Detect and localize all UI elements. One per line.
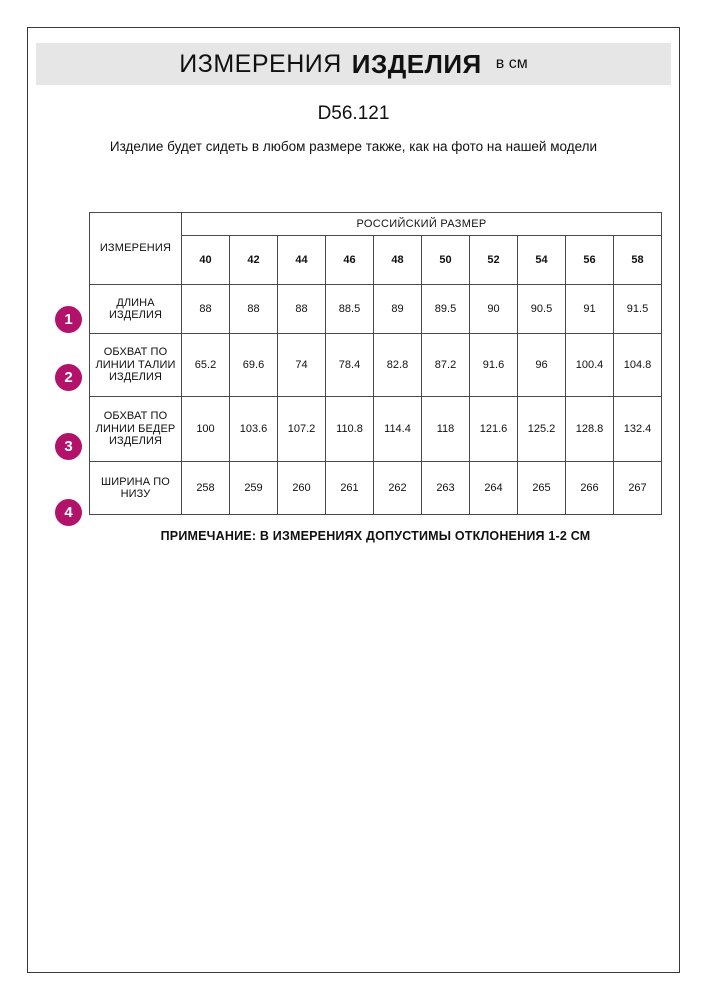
note-text: ПРИМЕЧАНИЕ: В ИЗМЕРЕНИЯХ ДОПУСТИМЫ ОТКЛОНЕНИЯ 1-2 СМ: [160, 529, 591, 543]
title-light: ИЗМЕРЕНИЯ: [179, 49, 342, 78]
page-content: [27, 27, 680, 543]
bullet-marker-4: 4: [55, 499, 82, 526]
cell-r4-c1: 258: [182, 462, 230, 515]
table-row: [90, 397, 662, 462]
cell-r2-c3: 74: [278, 334, 326, 397]
cell-r4-c5: 262: [374, 462, 422, 515]
cell-r4-c2: 259: [230, 462, 278, 515]
cell-r1-c2: 88: [230, 285, 278, 334]
header-russian-size: РОССИЙСКИЙ РАЗМЕР: [182, 213, 662, 236]
table-row: [90, 462, 662, 515]
cell-r2-c4: 78.4: [326, 334, 374, 397]
cell-r2-c7: 91.6: [470, 334, 518, 397]
row-label-bottom-width: ШИРИНА ПО НИЗУ: [90, 462, 182, 515]
cell-r3-c3: 107.2: [278, 397, 326, 462]
row-label-waist: ОБХВАТ ПО ЛИНИИ ТАЛИИ ИЗДЕЛИЯ: [90, 334, 182, 397]
size-header-44: 44: [278, 236, 326, 285]
size-header-58: 58: [614, 236, 662, 285]
table-row: [90, 285, 662, 334]
size-header-50: 50: [422, 236, 470, 285]
cell-r4-c3: 260: [278, 462, 326, 515]
size-header-56: 56: [566, 236, 614, 285]
cell-r1-c1: 88: [182, 285, 230, 334]
cell-r1-c9: 91: [566, 285, 614, 334]
cell-r1-c6: 89.5: [422, 285, 470, 334]
measurements-table: [89, 212, 662, 515]
cell-r1-c4: 88.5: [326, 285, 374, 334]
cell-r1-c7: 90: [470, 285, 518, 334]
bullet-marker-2: 2: [55, 364, 82, 391]
header-measurements: ИЗМЕРЕНИЯ: [90, 213, 182, 285]
table-row: [90, 334, 662, 397]
size-header-52: 52: [470, 236, 518, 285]
cell-r3-c4: 110.8: [326, 397, 374, 462]
size-header-42: 42: [230, 236, 278, 285]
size-header-54: 54: [518, 236, 566, 285]
cell-r3-c10: 132.4: [614, 397, 662, 462]
subtitle-text: Изделие будет сидеть в любом размере также, как на фото на нашей модели: [109, 139, 598, 154]
cell-r3-c6: 118: [422, 397, 470, 462]
cell-r2-c6: 87.2: [422, 334, 470, 397]
cell-r1-c10: 91.5: [614, 285, 662, 334]
table-group-header-row: [90, 213, 662, 236]
cell-r3-c5: 114.4: [374, 397, 422, 462]
cell-r3-c2: 103.6: [230, 397, 278, 462]
title-unit: в см: [495, 55, 528, 72]
cell-r3-c9: 128.8: [566, 397, 614, 462]
cell-r3-c8: 125.2: [518, 397, 566, 462]
row-label-hips: ОБХВАТ ПО ЛИНИИ БЕДЕР ИЗДЕЛИЯ: [90, 397, 182, 462]
row-label-length: ДЛИНА ИЗДЕЛИЯ: [90, 285, 182, 334]
cell-r4-c9: 266: [566, 462, 614, 515]
size-header-46: 46: [326, 236, 374, 285]
title-band: [36, 43, 671, 85]
cell-r2-c5: 82.8: [374, 334, 422, 397]
cell-r2-c8: 96: [518, 334, 566, 397]
cell-r3-c7: 121.6: [470, 397, 518, 462]
cell-r2-c2: 69.6: [230, 334, 278, 397]
size-header-40: 40: [182, 236, 230, 285]
cell-r2-c1: 65.2: [182, 334, 230, 397]
cell-r4-c4: 261: [326, 462, 374, 515]
measurements-table-wrap: [27, 212, 680, 521]
cell-r4-c10: 267: [614, 462, 662, 515]
cell-r1-c5: 89: [374, 285, 422, 334]
size-header-48: 48: [374, 236, 422, 285]
cell-r4-c7: 264: [470, 462, 518, 515]
cell-r4-c8: 265: [518, 462, 566, 515]
cell-r1-c3: 88: [278, 285, 326, 334]
title-bold: ИЗДЕЛИЯ: [351, 48, 482, 79]
cell-r1-c8: 90.5: [518, 285, 566, 334]
product-code: D56.121: [317, 103, 390, 124]
cell-r4-c6: 263: [422, 462, 470, 515]
cell-r3-c1: 100: [182, 397, 230, 462]
cell-r2-c9: 100.4: [566, 334, 614, 397]
bullet-marker-1: 1: [55, 306, 82, 333]
bullet-marker-3: 3: [55, 433, 82, 460]
cell-r2-c10: 104.8: [614, 334, 662, 397]
